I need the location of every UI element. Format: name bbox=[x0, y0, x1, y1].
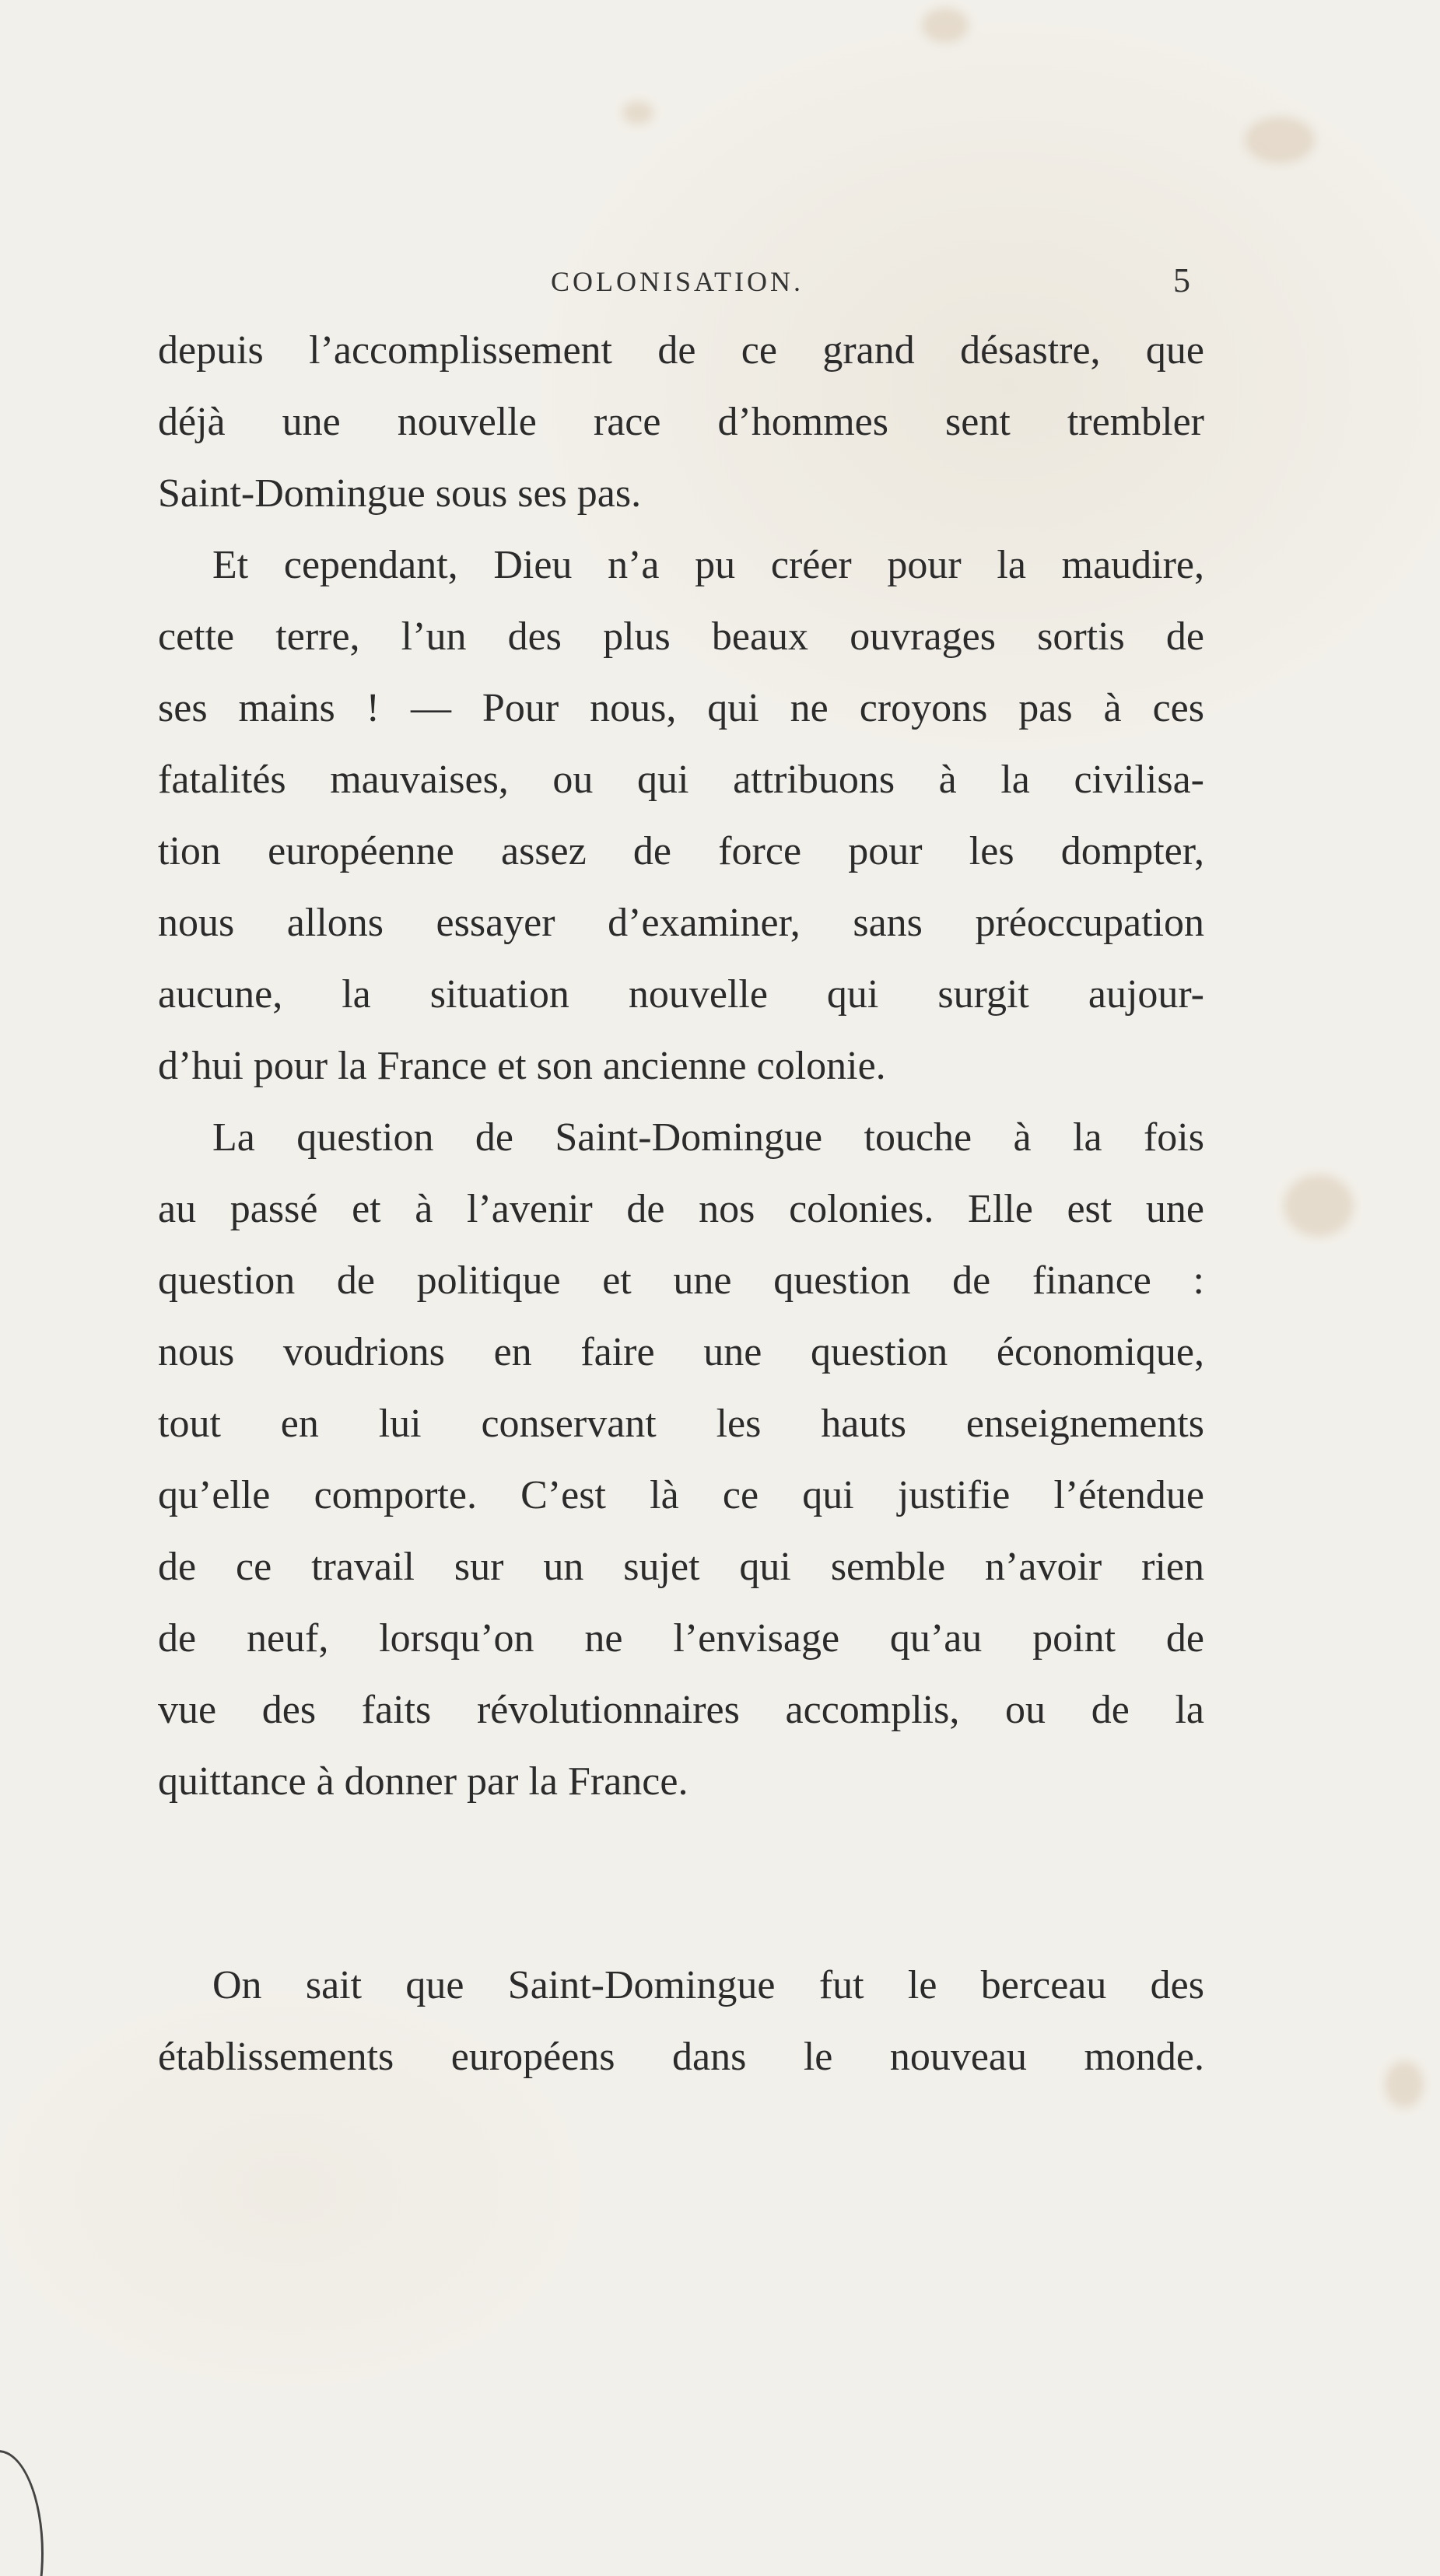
text-line: vue des faits révolutionnaires accomplis, ou de la bbox=[158, 1688, 1204, 1732]
text-line: tout en lui conservant les hauts enseignements bbox=[158, 1402, 1204, 1446]
foxing-stain bbox=[1245, 117, 1315, 163]
text-line: de neuf, lorsqu’on ne l’envisage qu’au point de bbox=[158, 1616, 1204, 1661]
text-line: au passé et à l’avenir de nos colonies. Elle est une bbox=[158, 1187, 1204, 1231]
text-line: Saint-Domingue sous ses pas. bbox=[158, 471, 642, 516]
text-line: On sait que Saint-Domingue fut le berceau des bbox=[212, 1963, 1204, 2007]
foxing-stain bbox=[1385, 2061, 1424, 2108]
text-line: nous allons essayer d’examiner, sans préoccupation bbox=[158, 901, 1204, 945]
foxing-stain bbox=[922, 8, 969, 43]
text-line: d’hui pour la France et son ancienne colonie. bbox=[158, 1044, 886, 1088]
text-line: ses mains ! — Pour nous, qui ne croyons pas à ces bbox=[158, 686, 1204, 730]
body-text bbox=[158, 315, 1204, 2093]
text-line: question de politique et une question de finance : bbox=[158, 1258, 1204, 1303]
text-line: Et cependant, Dieu n’a pu créer pour la maudire, bbox=[212, 543, 1204, 587]
text-line: fatalités mauvaises, ou qui attribuons à la civilisa- bbox=[158, 758, 1204, 802]
foxing-stain bbox=[1284, 1174, 1354, 1237]
text-line: quittance à donner par la France. bbox=[158, 1759, 688, 1804]
page-number: 5 bbox=[1173, 261, 1190, 299]
text-line: de ce travail sur un sujet qui semble n’avoir rien bbox=[158, 1545, 1204, 1589]
running-head: COLONISATION. bbox=[551, 266, 804, 297]
page-edge-curve bbox=[0, 2450, 44, 2576]
text-line: depuis l’accomplissement de ce grand désastre, que bbox=[158, 328, 1204, 373]
text-line: nous voudrions en faire une question économique, bbox=[158, 1330, 1204, 1374]
text-line: déjà une nouvelle race d’hommes sent trembler bbox=[158, 400, 1204, 444]
section-gap bbox=[158, 1818, 1204, 1950]
text-line: tion européenne assez de force pour les dompter, bbox=[158, 829, 1204, 873]
text-line: établissements européens dans le nouveau monde. bbox=[158, 2035, 1204, 2079]
foxing-stain bbox=[622, 101, 653, 124]
text-line: aucune, la situation nouvelle qui surgit aujour- bbox=[158, 972, 1204, 1017]
text-line: cette terre, l’un des plus beaux ouvrages sortis de bbox=[158, 614, 1204, 659]
page-header bbox=[0, 261, 1440, 307]
text-line: qu’elle comporte. C’est là ce qui justifie l’étendue bbox=[158, 1473, 1204, 1517]
text-line: La question de Saint-Domingue touche à la fois bbox=[212, 1115, 1204, 1160]
